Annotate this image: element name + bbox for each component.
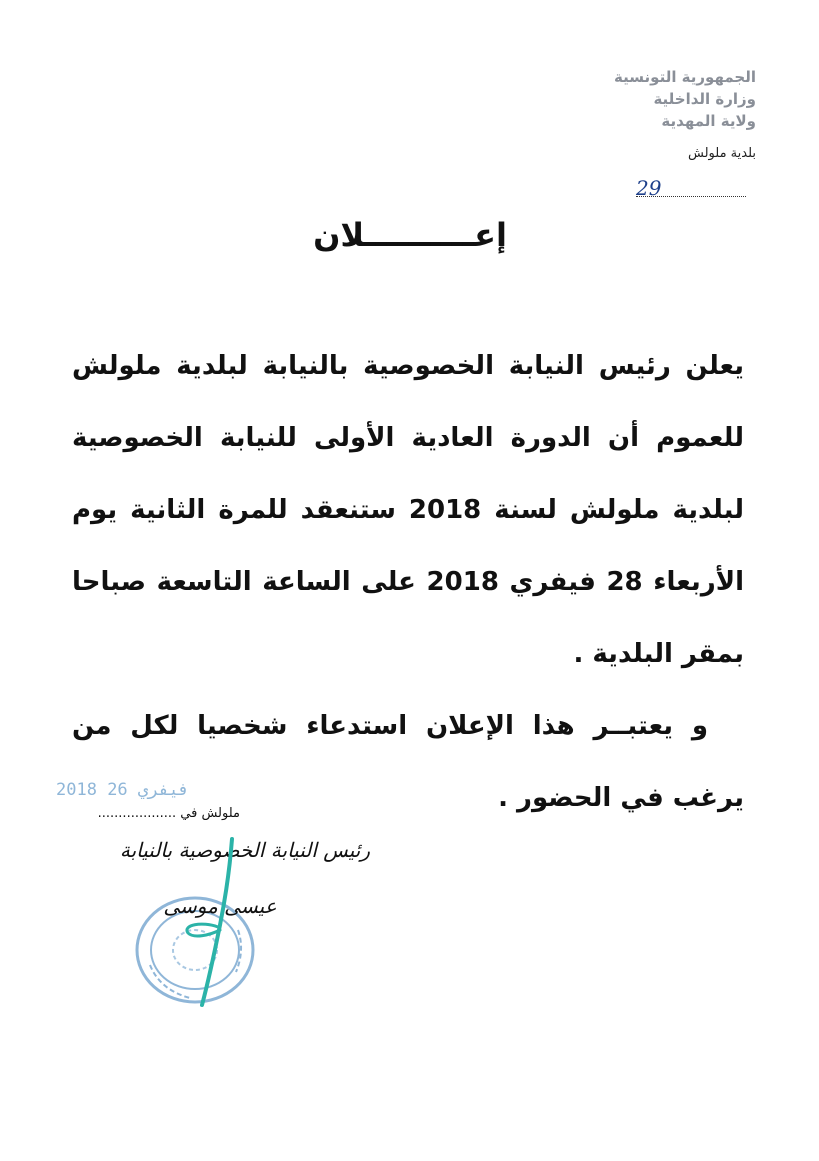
letterhead-line-ministry: وزارة الداخلية <box>653 90 756 108</box>
reference-number: 29 <box>636 176 662 200</box>
handwritten-signature-icon <box>180 835 250 1010</box>
letterhead-line-republic: الجمهورية التونسية <box>614 68 756 86</box>
signature-place-date: ملولش في ................... <box>97 806 240 821</box>
date-stamp: 2018 فيفري 26 <box>56 780 190 800</box>
announcement-body <box>72 330 744 834</box>
announcement-paragraph-1: يعلن رئيس النيابة الخصوصية بالنيابة لبلدية ملولش للعموم أن الدورة العادية الأولى للنيابة الخصوصية لبلدية ملولش لسنة 2018 ستنعقد للمرة الثانية يوم الأربعاء 28 فيفري 2018 على الساعة التاسعة صباحا بمقر البلدية . <box>72 351 744 669</box>
signatory-name: عيسى موسى <box>163 894 277 918</box>
municipality-name: بلدية ملولش <box>688 146 756 161</box>
letterhead <box>560 66 756 132</box>
reference-underline <box>636 196 746 198</box>
document-title: إعــــــــــلان <box>313 216 507 254</box>
letterhead-line-governorate: ولاية المهدية <box>661 112 756 130</box>
signatory-title: رئيس النيابة الخصوصية بالنيابة <box>119 838 370 862</box>
announcement-paragraph-2: و يعتبــر هذا الإعلان استدعاء شخصيا لكل من يرغب في الحضور . <box>72 711 744 813</box>
